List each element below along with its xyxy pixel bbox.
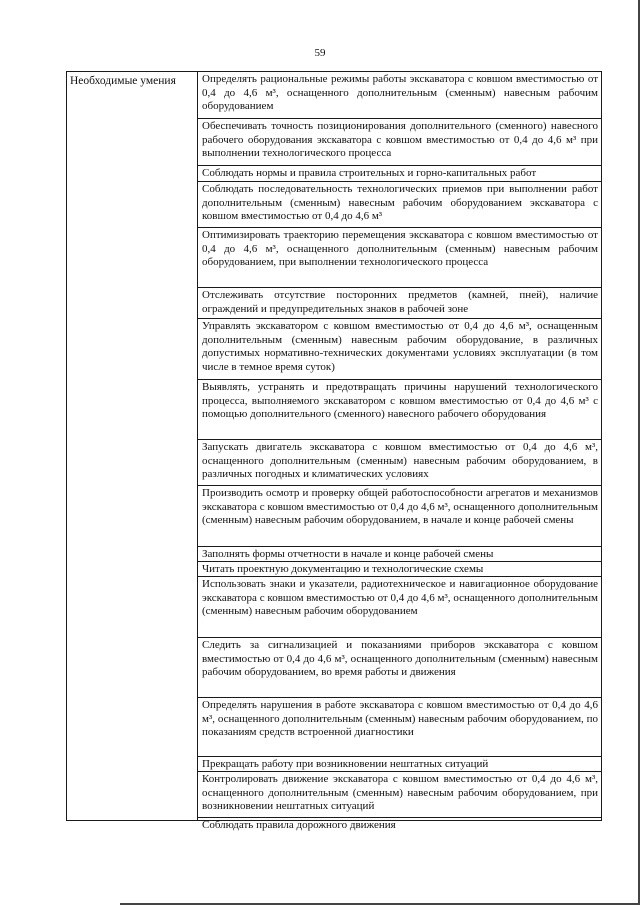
skills-column	[198, 72, 601, 831]
table-row: Соблюдать последовательность технологических приемов при выполнении работ дополнительным (сменным) навесным рабочим оборудованием экскаватора с ковшом вместимостью от 0,4 до 4,6 м³	[198, 182, 601, 228]
table-row: Определять рациональные режимы работы экскаватора с ковшом вместимостью от 0,4 до 4,6 м³, оснащенного дополнительным (сменным) навесным рабочим оборудованием	[198, 72, 601, 119]
table-row: Соблюдать нормы и правила строительных и горно-капитальных работ	[198, 166, 601, 182]
table-row: Следить за сигнализацией и показаниями приборов экскаватора с ковшом вместимостью от 0,4 до 4,6 м³, оснащенного дополнительным (сменным) навесным рабочим оборудованием, во время работы и движения	[198, 638, 601, 698]
skills-table	[66, 71, 602, 831]
table-row: Запускать двигатель экскаватора с ковшом вместимостью от 0,4 до 4,6 м³, оснащенного дополнительным (сменным) навесным рабочим оборудованием, в различных погодных и климатических условиях	[198, 440, 601, 486]
table-row: Производить осмотр и проверку общей работоспособности агрегатов и механизмов экскаватора с ковшом вместимостью от 0,4 до 4,6 м³, оснащенного дополнительным (сменным) навесным рабочим оборудованием, в начале и конце рабочей смены	[198, 486, 601, 547]
table-row: Отслеживать отсутствие посторонних предметов (камней, пней), наличие ограждений и предупредительных знаков в рабочей зоне	[198, 288, 601, 319]
table-row: Определять нарушения в работе экскаватора с ковшом вместимостью от 0,4 до 4,6 м³, оснащенного дополнительным (сменным) навесным рабочим оборудованием, по показаниям средств встроенной диагностики	[198, 698, 601, 757]
table-row: Оптимизировать траекторию перемещения экскаватора с ковшом вместимостью от 0,4 до 4,6 м³, оснащенного дополнительным (сменным) навесным рабочим оборудованием, при выполнении технологического процесса	[198, 228, 601, 288]
table-label-cell: Необходимые умения	[67, 72, 198, 820]
table-row: Контролировать движение экскаватора с ковшом вместимостью от 0,4 до 4,6 м³, оснащенного дополнительным (сменным) навесным рабочим оборудованием, при возникновении нештатных ситуаций	[198, 772, 601, 818]
table-row: Соблюдать правила дорожного движения	[202, 819, 396, 831]
table-row: Обеспечивать точность позиционирования дополнительного (сменного) навесного рабочего оборудования экскаватора с ковшом вместимостью от 0,4 до 4,6 м³ при выполнении технологического процесса	[198, 119, 601, 166]
table-row: Использовать знаки и указатели, радиотехническое и навигационное оборудование экскаватора с ковшом вместимостью от 0,4 до 4,6 м³, оснащенного дополнительным (сменным) навесным рабочим оборудованием	[198, 577, 601, 638]
table-row: Прекращать работу при возникновении нештатных ситуаций	[198, 757, 601, 772]
page-number: 59	[314, 47, 326, 59]
table-row: Читать проектную документацию и технологические схемы	[198, 562, 601, 577]
table-row: Выявлять, устранять и предотвращать причины нарушений технологического процесса, выполняемого экскаватором с ковшом вместимостью от 0,4 до 4,6 м³ с помощью дополнительного (сменного) навесного рабочего оборудования	[198, 380, 601, 440]
table-row: Управлять экскаватором с ковшом вместимостью от 0,4 до 4,6 м³, оснащенным дополнительным (сменным) навесным рабочим оборудование, в различных допустимых нормативно-технических документами условиях эксплуатации (в том числе в темное время суток)	[198, 319, 601, 380]
table-row: Заполнять формы отчетности в начале и конце рабочей смены	[198, 547, 601, 562]
